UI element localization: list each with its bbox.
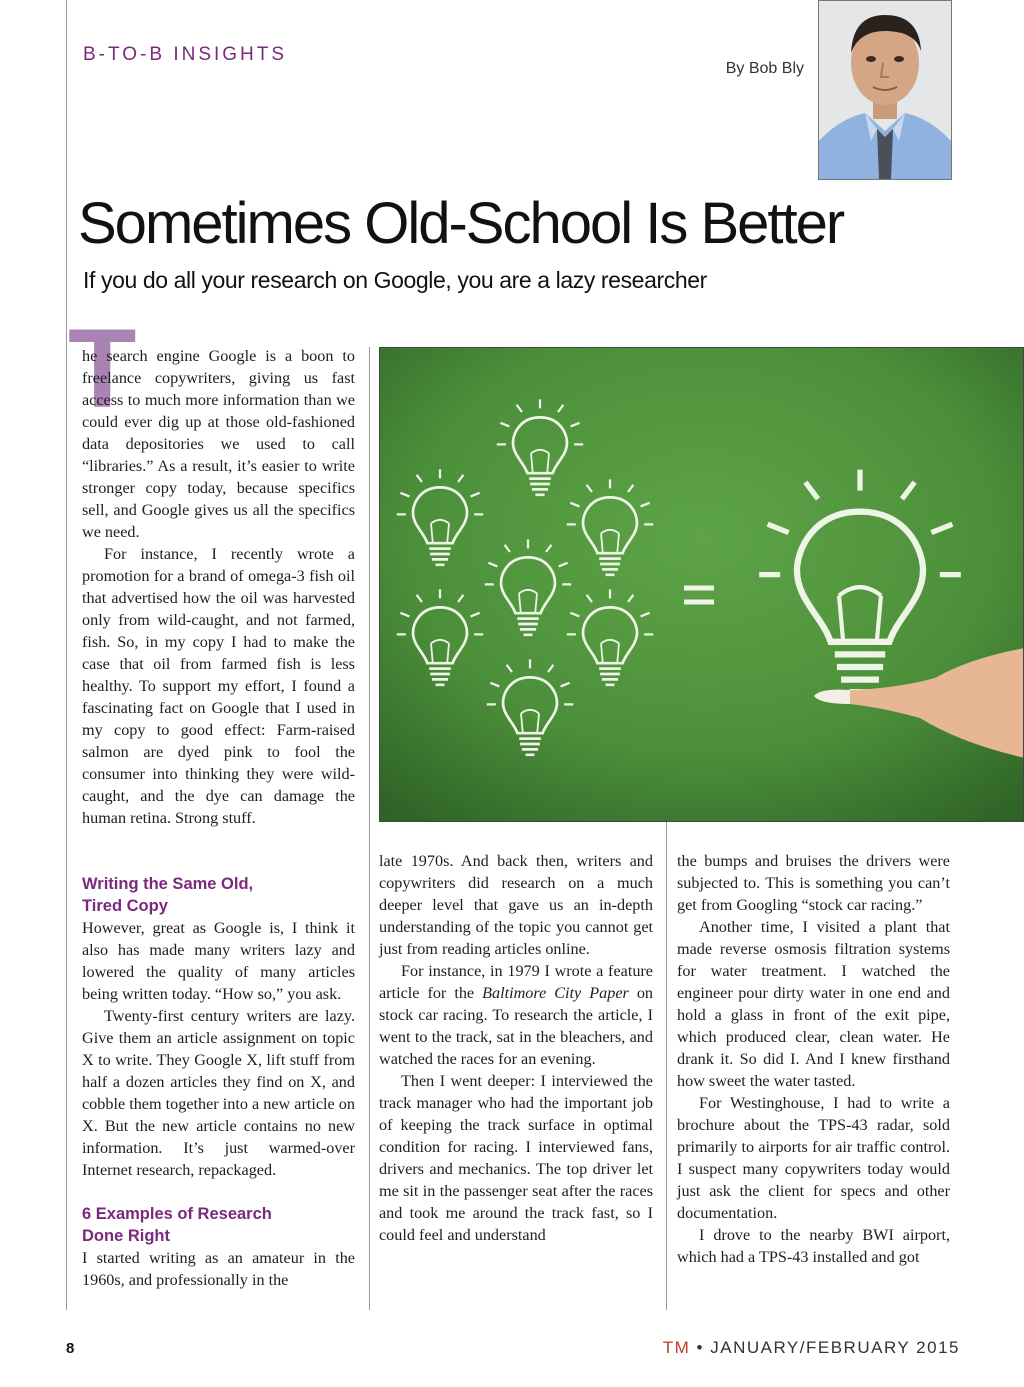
paragraph-7-text-a: For instance, in 1979 I wrote a feature article for the	[379, 962, 653, 1002]
subhead-1-line-1: Writing the Same Old,	[82, 875, 254, 893]
article-column-1-bottom	[82, 873, 355, 1291]
column-rule-1	[369, 347, 370, 1310]
chalkboard-image	[380, 348, 1024, 822]
chalkboard-lightbulb-illustration	[379, 347, 1024, 822]
article-column-2	[379, 850, 653, 1246]
paragraph-2: For instance, I recently wrote a promotion for a brand of omega-3 fish oil that advertised how the oil was harvested only from wild-caught, and not farmed, fish. So, in my copy I had to make the case that oil from farmed fish is less healthy. To support my effort, I found a fascinating fact on Google that I used in my copy to good effect: Farm-raised salmon are dyed pink to fool the consumer into thinking they were wild-caught, and the dye can damage the human retina. Strong stuff.	[82, 545, 355, 827]
article-headline: Sometimes Old-School Is Better	[78, 191, 844, 256]
paragraph-8: Then I went deeper: I interviewed the track manager who had the important job of keeping the track surface in optimal condition for racing. I interviewed fans, drivers and mechanics. The top driver let me sit in the passenger seat after the races and took me around the track fast, so I could feel and understand	[379, 1072, 653, 1244]
subhead-2-line-1: 6 Examples of Research	[82, 1205, 272, 1223]
paragraph-1	[82, 345, 355, 543]
paragraph-9: the bumps and bruises the drivers were subjected to. This is something you can’t get from Googling “stock car racing.”	[677, 852, 950, 914]
subhead-1-line-2: Tired Copy	[82, 897, 168, 915]
paragraph-10: Another time, I visited a plant that made reverse osmosis filtration systems for water treatment. I watched the engineer pour dirty water in one end and hold a glass in front of the exit pipe, which produced clear, clean water. He drank it. So did I. And I knew firsthand how sweet the water tasted.	[677, 918, 950, 1090]
issue-date: JANUARY/FEBRUARY 2015	[710, 1338, 960, 1357]
byline: By Bob Bly	[725, 60, 804, 77]
author-portrait-image	[819, 1, 951, 179]
paragraph-12: I drove to the nearby BWI airport, which had a TPS-43 installed and got	[677, 1226, 950, 1266]
subhead-examples-research	[82, 1203, 355, 1247]
publication-brand: TM	[662, 1338, 691, 1357]
paragraph-11: For Westinghouse, I had to write a brochure about the TPS-43 radar, sold primarily to airports for air traffic control. I suspect many copywriters today would just ask the client for specs and other documentation.	[677, 1094, 950, 1222]
left-margin-rule	[66, 0, 67, 1310]
subhead-2-line-2: Done Right	[82, 1227, 170, 1245]
column-rule-2	[666, 822, 667, 1310]
paragraph-7	[379, 960, 653, 1070]
article-column-3	[677, 850, 950, 1268]
paragraph-7-text-b: on stock car racing. To research the article, I went to the track, sat in the bleachers, and watched the races for an evening.	[379, 984, 654, 1068]
page-number: 8	[66, 1340, 75, 1357]
paragraph-4: Twenty-first century writers are lazy. Give them an article assignment on topic X to write. They Google X, lift stuff from half a dozen articles they find on X, and cobble them together into a new article on X. But the new article contains no new information. It’s just warmed-over Internet research, repackaged.	[82, 1007, 355, 1179]
subhead-writing-same-old	[82, 873, 355, 917]
article-column-1-top	[82, 345, 355, 829]
drop-cap: T	[68, 306, 137, 431]
paragraph-3: However, great as Google is, I think it also has made many writers lazy and lowered the quality of many articles being written today. “How so,” you ask.	[82, 919, 355, 1003]
article-dek: If you do all your research on Google, you are a lazy researcher	[83, 267, 707, 293]
subhead-spacer	[82, 1181, 355, 1203]
paragraph-5: I started writing as an amateur in the 1960s, and professionally in the	[82, 1249, 355, 1289]
footer-bullet: •	[696, 1338, 704, 1357]
paragraph-1-text: he search engine Google is a boon to freelance copywriters, giving us fast access to much more information than we could ever dig up at those old-fashioned data depositories we used to call “libraries.” As a result, it’s easier to write stronger copy today, because specifics sell, and Google gives us all the specifics we need.	[82, 347, 355, 541]
author-photo	[818, 0, 952, 180]
publication-name: Baltimore City Paper	[482, 984, 629, 1002]
section-label: B-TO-B INSIGHTS	[83, 44, 288, 65]
publication-footer	[640, 1338, 960, 1358]
paragraph-6: late 1970s. And back then, writers and copywriters did research on a much deeper level that gave us an in-depth understanding of the topic you cannot get just from reading articles online.	[379, 852, 653, 958]
